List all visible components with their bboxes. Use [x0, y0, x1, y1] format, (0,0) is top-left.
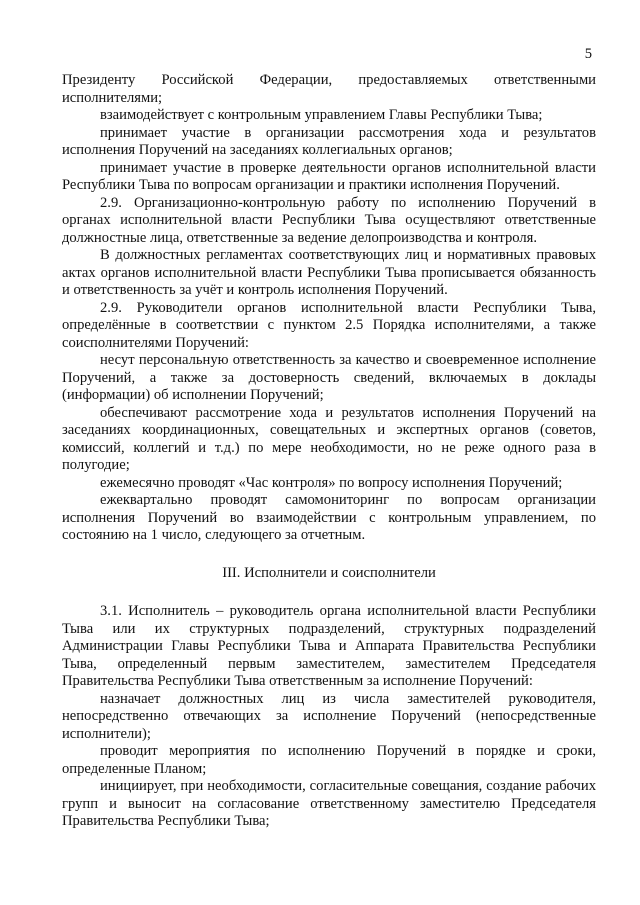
- paragraph: Президенту Российской Федерации, предоставляемых ответственными исполнителями;: [62, 72, 596, 106]
- paragraph: ежемесячно проводят «Час контроля» по вопросу исполнения Поручений;: [100, 474, 563, 491]
- document-body: [62, 72, 596, 831]
- paragraph: 2.9. Организационно-контрольную работу по исполнению Поручений в органах исполнительной власти Республики Тыва осуществляют ответственные должностные лица, ответственные за ведение делопроизводства и контроля.: [62, 194, 596, 246]
- paragraph: несут персональную ответственность за качество и своевременное исполнение Поручений, а также за достоверность сведений, включаемых в доклады (информации) об исполнении Поручений;: [62, 352, 596, 403]
- paragraph: принимает участие в организации рассмотрения хода и результатов исполнения Поручений на заседаниях коллегиальных органов;: [62, 124, 596, 158]
- paragraph: 3.1. Исполнитель – руководитель органа исполнительной власти Республики Тыва или их структурных подразделений, структурных подразделений Администрации Главы Республики Тыва и Аппарата Правительства Республики Тыва, определенный первым заместителем, заместителем Председателя Правительства Республики Тыва ответственным за исполнение Поручений:: [62, 603, 596, 689]
- paragraph: принимает участие в проверке деятельности органов исполнительной власти Республики Тыва по вопросам организации и практики исполнения Поручений.: [62, 159, 596, 193]
- paragraph: В должностных регламентах соответствующих лиц и нормативных правовых актах органов исполнительной власти Республики Тыва прописывается обязанность и ответственность за учёт и контроль исполнения Поручений.: [62, 247, 596, 298]
- paragraph: назначает должностных лиц из числа заместителей руководителя, непосредственно отвечающих за исполнение Поручений (непосредственные исполнители);: [62, 690, 596, 742]
- paragraph: 2.9. Руководители органов исполнительной власти Республики Тыва, определённые в соответствии с пунктом 2.5 Порядка исполнителями, а также соисполнителями Поручений:: [62, 299, 596, 351]
- paragraph: ежеквартально проводят самомониторинг по вопросам организации исполнения Поручений во взаимодействии с контрольным управлением, по состоянию на 1 число, следующего за отчетным.: [62, 492, 596, 543]
- paragraph: взаимодействует с контрольным управлением Главы Республики Тыва;: [100, 107, 543, 123]
- paragraph: обеспечивают рассмотрение хода и результатов исполнения Поручений на заседаниях координационных, совещательных и экспертных органов (советов, комиссий, коллегий и т.д.) по мере необходимости, но не реже одного раза в полугодие;: [62, 404, 596, 473]
- paragraph: инициирует, при необходимости, согласительные совещания, создание рабочих групп и выносит на согласование ответственному заместителю Председателя Правительства Республики Тыва;: [62, 778, 596, 829]
- page-number: 5: [584, 46, 592, 62]
- paragraph: проводит мероприятия по исполнению Поручений в порядке и сроки, определенные Планом;: [62, 743, 596, 777]
- section-heading: III. Исполнители и соисполнители: [222, 564, 436, 581]
